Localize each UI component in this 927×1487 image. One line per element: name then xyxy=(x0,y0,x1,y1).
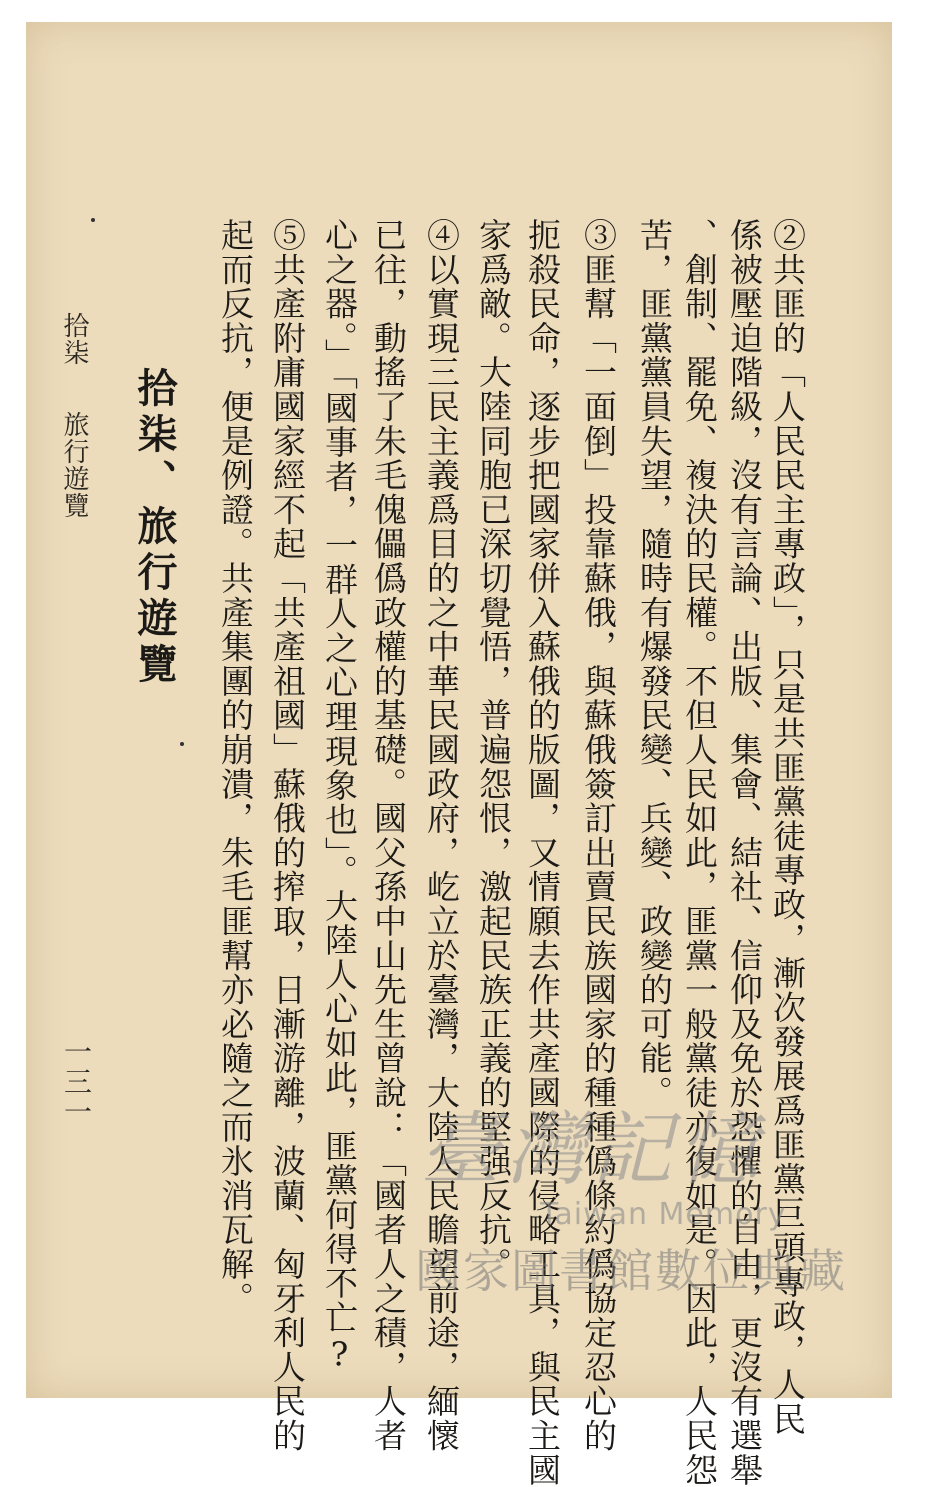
running-head: 拾柒 旅行遊覽 xyxy=(59,312,89,519)
watermark-script-text: 臺灣記憶 xyxy=(420,1103,764,1196)
body-text-column: 已往，動搖了朱毛傀儡僞政權的基礎。國父孫中山先生曾說：「國者人之積，人者 xyxy=(369,218,408,1453)
watermark-latin-text: Taiwan Memory xyxy=(540,1197,787,1232)
print-mark-dot xyxy=(180,742,184,746)
page-number: 一三一 xyxy=(60,1037,93,1127)
body-text-column: 苦，匪黨黨員失望，隨時有爆發民變、兵變、政變的可能。 xyxy=(635,218,674,1110)
section-heading: 拾柒、旅行遊覽 xyxy=(131,367,178,689)
body-text-column: 係被壓迫階級，沒有言論、出版、集會、結社、信仰及免於恐懼的自由，更沒有選舉 xyxy=(725,218,764,1487)
body-text-column: 、創制、罷免、複決的民權。不但人民如此，匪黨一般黨徒亦復如是。因此，人民怨 xyxy=(680,218,719,1487)
body-text-column: 起而反抗，便是例證。共產集團的崩潰，朱毛匪幫亦必隨之而氷消瓦解。 xyxy=(216,218,255,1316)
body-text-column: ②共匪的「人民民主專政」，只是共匪黨徒專政，漸次發展爲匪黨巨頭專政，人民 xyxy=(768,218,807,1437)
body-text-column: ③匪幫「一面倒」投靠蘇俄，與蘇俄簽訂出賣民族國家的種種僞條約僞協定忍心的 xyxy=(579,218,618,1453)
archive-watermark xyxy=(410,1085,870,1305)
body-text-column: ④以實現三民主義爲目的之中華民國政府，屹立於臺灣，大陸人民瞻望前途，緬懷 xyxy=(422,218,461,1453)
body-text-column: 心之器。」「國事者，一群人之心理現象也」。大陸人心如此，匪黨何得不亡? xyxy=(320,218,359,1375)
body-text-column: ⑤共產附庸國家經不起「共產祖國」蘇俄的搾取，日漸游離，波蘭、匈牙利人民的 xyxy=(268,218,307,1453)
watermark-library-text: 國家圖書館數位典藏 xyxy=(415,1244,847,1298)
body-text-column: 家爲敵。大陸同胞已深切覺悟，普遍怨恨，激起民族正義的堅强反抗。 xyxy=(474,218,513,1282)
body-text-column: 扼殺民命，逐步把國家併入蘇俄的版圖，又情願去作共產國際的侵略工具，與民主國 xyxy=(523,218,562,1487)
print-mark-dot xyxy=(91,218,95,222)
